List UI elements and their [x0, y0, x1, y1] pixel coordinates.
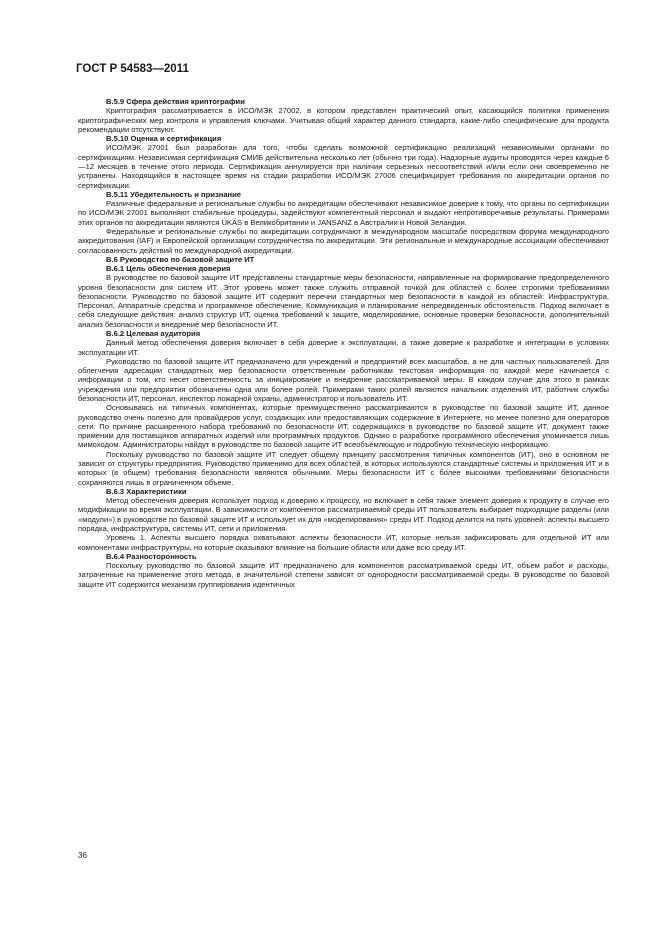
paragraph: Метод обеспечения доверия использует подход к доверию к процессу, но включает в себя также элемент доверия к продукту в случае его модификации во время эксплуатации. В зависимости от компонентов рассматриваемой среды ИТ пользователь выбирает подходящие разделы (или «модули») в руководстве по базовой защите ИТ и использует их для «моделирования» среды ИТ. Подход делится на пять уровней: аспекты высшего порядка, инфраструктура, системы ИТ, сети и приложения.: [78, 496, 609, 533]
page-number: 36: [78, 851, 87, 860]
document-body: [78, 97, 609, 589]
paragraph: Криптография рассматривается в ИСО/МЭК 27002, в котором представлен практический опыт, касающийся политики применения криптографических мер контроля и управления ключами. Учитывая общий характер данного стандарта, какие-либо специфические для продукта рекомендации отсутствуют.: [78, 106, 609, 134]
section-heading: B.5.11 Убедительность и признание: [106, 189, 242, 199]
paragraph: Поскольку руководство по базовой защите ИТ предназначено для компонентов рассматриваемой среды ИТ, объем работ и расходы, затраченные на применение этого метода, в значительной степени зависят от однородности рассматриваемой среды. В руководстве по базовой защите ИТ содержится механизм группирования идентичных: [78, 561, 609, 589]
section-heading: B.5.10 Оценка и сертификация: [106, 134, 222, 144]
paragraph: Основываясь на типичных компонентах, которые преимущественно рассматриваются в руководстве по базовой защите ИТ, данное руководство очень полезно для провайдеров услуг, создающих или предоставляющих содержание в Интернете, но менее полезно для операторов сети. По причине расширенного набора требований по безопасности ИТ, содержащихся в руководстве по базовой защите ИТ, документ также применим для поставщиков аппаратных изделий или программных продуктов. Однако о разработке программного обеспечения упоминается лишь мимоходом. Администраторы найдут в руководстве по базовой защите ИТ всеобъемлющую и подробную техническую информацию.: [78, 403, 609, 450]
section-heading: B.6.3 Характеристики: [106, 486, 187, 496]
paragraph: Различные федеральные и региональные службы по аккредитации обеспечивают независимое доверие к тому, что органы по сертификации по ИСО/МЭК 27001 выполняют стабильные процедуры, задействуют компетентный персонал и выдают непротиворечивые результаты. Примерами этих органов по аккредитации являются UKAS в Великобритании и JANSANZ в Австралии и Новой Зеландии.: [78, 199, 609, 227]
section-heading: B.6 Руководство по базовой защите ИТ: [106, 254, 255, 264]
section-heading: B.5.9 Сфера действия криптографии: [106, 97, 245, 106]
section-heading: B.6.4 Разносторонность: [106, 551, 197, 561]
paragraph: Руководство по базовой защите ИТ предназначено для учреждений и предприятий всех масштабов, а не для частных пользователей. Для облегчения адресации стандартных мер безопасности ответственным работникам текстовая информация по каждой мере начинается с информации о том, кто несет ответственность за инициирование и внедрение рассматриваемой меры. В каждом случае для этого в рамках учреждения или предприятия обозначены одна или более ролей. Примерами таких ролей являются начальник отделения ИТ, работник службы безопасности ИТ, персонал, инспектор пожарной охраны, администратор и пользователь ИТ.: [78, 356, 609, 403]
paragraph: Данный метод обеспечения доверия включает в себя доверие к эксплуатации, а также доверие к разработке и интеграции в условиях эксплуатации ИТ.: [78, 338, 609, 357]
paragraph: Уровень 1. Аспекты высшего порядка охватывают аспекты безопасности ИТ, которые нельзя зафиксировать для отдельной ИТ или компонентами инфраструктуры, но которые оказывают влияние на большие области или даже всю среду ИТ.: [78, 533, 609, 552]
document-header: ГОСТ Р 54583—2011: [76, 63, 189, 75]
section-heading: B.6.2 Целевая аудитория: [106, 329, 201, 339]
paragraph: Поскольку руководство по базовой защите ИТ следует общему принципу рассмотрения типичных компонентов (ИТ), оно в основном не зависит от структуры предприятия. Руководство применимо для всех областей, в которых используются стандартные системы и приложения ИТ и в которых (в общем) требования безопасности являются обычными. Меры безопасности ИТ с более высокими требованиями безопасности сохраняются лишь в ограниченном объеме.: [78, 449, 609, 487]
paragraph: В руководстве по базовой защите ИТ представлены стандартные меры безопасности, направленные на формирование предопределенного уровня безопасности для систем ИТ. Этот уровень может также служить отправной точкой для областей с более строгими требованиями безопасности. Руководство по базовой защите ИТ содержит перечни стандартных мер безопасности в каждой из областей: Инфраструктура, Персонал, Аппаратные средства и программное обеспечение, Коммуникация и планирование непредвиденных обстоятельств. Подход включает в себя следующие действия: анализ структур ИТ, оценка требований к защите, моделирование, основные проверки безопасности, дополнительный анализ безопасности и внедрение мер безопасности ИТ.: [78, 273, 609, 329]
section-heading: B.6.1 Цель обеспечения доверия: [106, 264, 231, 274]
paragraph: ИСО/МЭК 27001 был разработан для того, чтобы сделать возможной сертификацию реализаций независимыми органами по сертификациям. Независимая сертификация СМИБ действительна несколько лет (обычно три года). Надзорные аудиты проводятся через каждые 6—12 месяцев в течение этого периода. Сертификация аннулируется при наличии серьезных несоответствий и/или если они своевременно не устранены. Находящийся в настоящее время на стадии разработки ИСО/МЭК 27006 специфицирует требования по аккредитации органов по сертификации.: [78, 143, 609, 190]
paragraph: Федеральные и региональные службы по аккредитации сотрудничают в международном масштабе посредством форума международного аккредитования (IAF) и Европейской организации сотрудничества по аккредитации. Эти региональные и международные ассоциации обеспечивают согласованность действий по международной аккредитации.: [78, 226, 609, 255]
